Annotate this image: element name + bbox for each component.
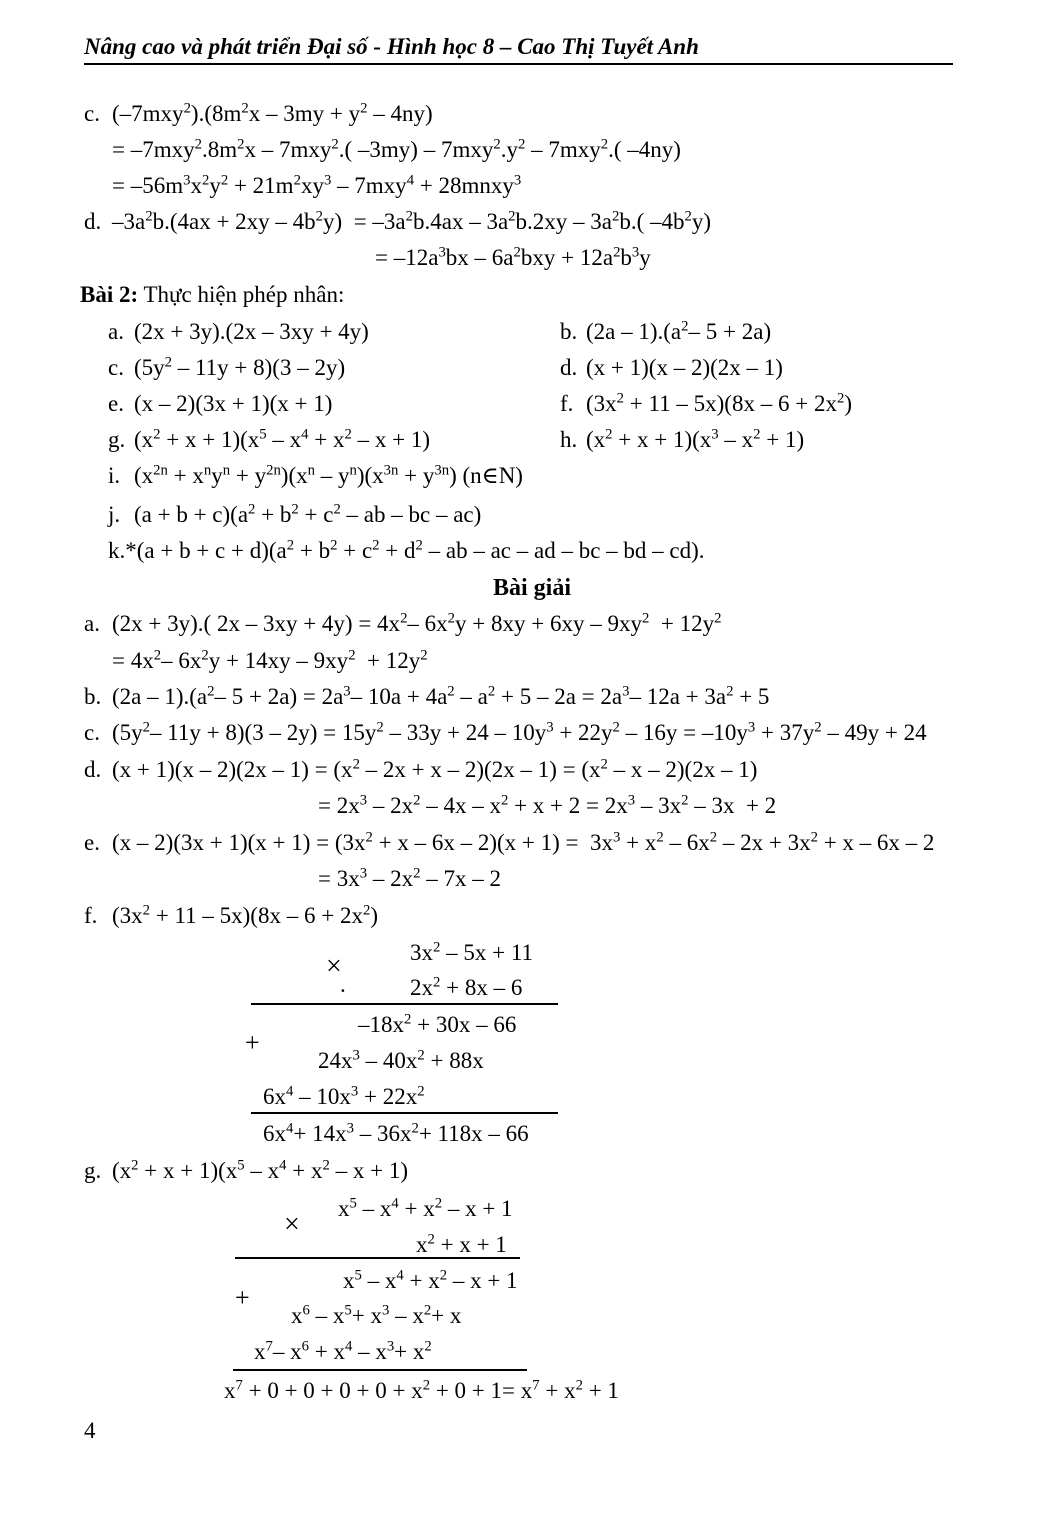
math-expr: ($5y^2-$ $11y + 8)(3 - 2y) = 15y^2 - 33y + 24 - 10y^3 + 22y^2 - 16y = -10y^3 + 37y^2 - 49y + 24$: [112, 719, 927, 745]
math-expr: (2x + 3y).(2x – 3xy + 4y): [134, 319, 369, 344]
f-mult-partial2: [318, 1044, 484, 1078]
g-mult-partial3: [254, 1335, 432, 1369]
math-expr: $(3x^2 + 11 - 5x)(8x - 6 + 2x^2)$: [586, 390, 852, 416]
math-expr: = $-56m^3x^2y^2 + 21m^2xy^3 - 7mxy^4$ + 28mnxy$^3$: [112, 172, 522, 198]
bai1-item-c-line3: [112, 169, 521, 203]
book-header-title: Nâng cao và phát triển Đại số - Hình học 8 – Cao Thị Tuyết Anh: [84, 34, 699, 59]
item-label: f.: [84, 903, 98, 928]
exercise-f: [560, 387, 852, 421]
math-expr: $(x - 2)(3x + 1)(x + 1) = (3x^2 + x - 6x - 2)(x + 1) = 3x^3 + x^2 - 6x^2 - 2x + 3x^2 + x - 6x - 2$: [112, 829, 935, 855]
math-expr: $6x^4+ 14x^3 - 36x^2+ 118x - 66$: [263, 1120, 529, 1146]
math-expr: (x – 2)(3x + 1)(x + 1): [134, 391, 333, 416]
math-expr: $(x^{2n} + x^ny^n + y^{2n})(x^n - y^n)(x^{3n} + y^{3n})$ (n∈N): [134, 462, 523, 488]
math-expr: $(2a - 1).(a^2-$ $5 + 2a) = 2a^3-$ $10a + 4a^2 - a^2 + 5 - 2a = 2a^3-$ $12a + 3a^2 + 5$: [112, 683, 770, 709]
math-expr: $2x^2 + 8x - 6$: [410, 974, 523, 1000]
math-expr: $x^5 - x^4 + x^2 - x + 1$: [343, 1267, 518, 1293]
math-expr: $(x^2 + x + 1)(x^5 - x^4 + x^2 - x + 1)$: [134, 426, 430, 452]
item-label: j.: [108, 502, 121, 527]
exercise-i: [108, 459, 523, 493]
item-label: d.: [560, 355, 578, 380]
exercise-b: [560, 315, 771, 349]
item-label: g.: [108, 427, 126, 452]
bai2-heading: [80, 278, 344, 312]
math-expr: $(2a - 1).(a^2-$ 5 + 2a): [586, 318, 772, 344]
bai1-item-d-line1: [84, 205, 711, 239]
math-expr: $-18x^2 + 30x - 66$: [358, 1011, 517, 1037]
math-expr: $6x^4 - 10x^3 + 22x^2$: [263, 1083, 425, 1109]
math-expr: $x^7-$ $x^6 + x^4 - x^3+ x^2$: [254, 1338, 432, 1364]
bai1-item-c-line2: [112, 133, 681, 167]
item-label: b.: [84, 684, 102, 709]
multiply-sign: ×: [284, 1209, 300, 1240]
g-mult-partial1: [343, 1264, 518, 1298]
item-label: d.: [84, 757, 102, 782]
math-expr: $x^7 + 0 + 0 + 0 + 0 + x^2 + 0 + 1= x^7 + x^2 + 1$: [224, 1377, 619, 1403]
math-expr: = $-12a^3bx - 6a^2bxy + 12a^2b^3y$: [375, 244, 651, 270]
exercise-d: [560, 351, 783, 385]
math-expr: $x^5 - x^4 + x^2 - x + 1$: [338, 1195, 513, 1221]
math-expr: $(a + b + c + d)(a^2 + b^2 + c^2 + d^2$ – ab – ac – ad – bc – bd – cd).: [136, 537, 705, 563]
exercise-c: [108, 351, 345, 385]
math-expr: $(5y^2 - 11y + 8)(3 - 2y)$: [134, 354, 346, 380]
f-mult-partial3: [263, 1080, 425, 1114]
math-expr: $(x^2 + x + 1)(x^3 - x^2 + 1)$: [586, 426, 805, 452]
solution-g-line1: [84, 1154, 408, 1188]
solutions-heading: Bài giải: [492, 575, 571, 601]
solution-a-line1: [84, 607, 721, 641]
math-expr: $(x + 1)(x - 2)(2x - 1) = (x^2 - 2x + x - 2)(2x - 1) = (x^2 - x - 2)(2x - 1)$: [112, 756, 758, 782]
item-label: k.*: [108, 538, 137, 563]
math-expr: (2x + 3y).( $2x - 3xy + 4y) = 4x^2-$ $6x^2y + 8xy + 6xy - 9xy^2 + 12y^2$: [112, 610, 722, 636]
bai2-heading-text: Thực hiện phép nhân:: [138, 282, 345, 307]
f-mult-result: [263, 1117, 529, 1151]
bai1-item-d-line2: [375, 241, 651, 275]
item-label: g.: [84, 1158, 102, 1183]
math-expr: = $-7mxy^2.8m^2x - 7mxy^2$.( $-3my) - 7mxy^2.y^2 - 7mxy^2$.( –4ny): [112, 136, 681, 162]
exercise-h: [560, 423, 804, 457]
f-mult-stray-dot: .: [340, 972, 346, 997]
math-expr: $x^2 + x + 1$: [416, 1231, 507, 1257]
solution-a-line2: [112, 644, 428, 678]
solution-f-line1: [84, 899, 378, 933]
math-expr: (x + 1)(x – 2)(2x – 1): [586, 355, 783, 380]
math-expr: $(3x^2 + 11 - 5x)(8x - 6 + 2x^2)$: [112, 902, 378, 928]
item-label: b.: [560, 319, 578, 344]
item-label: h.: [560, 427, 578, 452]
exercise-k: [108, 534, 705, 568]
g-mult-rule-bottom: [233, 1369, 527, 1371]
solution-d-line1: [84, 753, 757, 787]
f-mult-operand1: [410, 936, 533, 970]
math-expr: = $3x^3 - 2x^2 - 7x - 2$: [318, 865, 501, 891]
plus-sign: +: [235, 1283, 250, 1312]
math-expr: $(x^2 + x + 1)(x^5 - x^4 + x^2 - x + 1)$: [112, 1157, 408, 1183]
math-expr: $(a + b + c)(a^2 + b^2 + c^2$ – ab – bc – ac): [134, 501, 482, 527]
math-expr: $24x^3 - 40x^2 + 88x$: [318, 1047, 484, 1073]
bai2-heading-label: Bài 2:: [80, 282, 139, 307]
header-rule: [84, 63, 953, 65]
item-label: c.: [84, 101, 100, 126]
item-label: a.: [84, 611, 100, 636]
g-mult-rule-top: [235, 1257, 520, 1259]
g-mult-partial2: [291, 1299, 461, 1333]
item-label: e.: [84, 830, 100, 855]
item-label: a.: [108, 319, 124, 344]
item-label: f.: [560, 391, 574, 416]
solution-d-line2: [318, 789, 776, 823]
item-label: e.: [108, 391, 124, 416]
g-mult-operand1: [338, 1192, 513, 1226]
exercise-e: [108, 387, 332, 421]
math-expr: $(-7mxy^2).(8m^2x - 3my + y^2 - 4ny)$: [112, 100, 433, 126]
f-mult-rule-top: [251, 1003, 558, 1005]
solution-e-line2: [318, 862, 501, 896]
plus-sign: +: [245, 1028, 260, 1057]
g-mult-result: [224, 1374, 619, 1408]
solution-c-line1: [84, 716, 927, 750]
item-label: c.: [84, 720, 100, 745]
f-mult-operand2: [410, 971, 522, 1005]
solution-e-line1: [84, 826, 934, 860]
item-label: i.: [108, 463, 121, 488]
math-expr: $3x^2 - 5x + 11$: [410, 939, 533, 965]
bai1-item-c-line1: [84, 97, 433, 131]
math-expr: = $2x^3 - 2x^2 - 4x - x^2 + x + 2 = 2x^3 - 3x^2 - 3x + 2$: [318, 792, 777, 818]
item-label: d.: [84, 209, 102, 234]
page-number: 4: [84, 1418, 96, 1443]
multiply-sign: ×: [326, 951, 342, 982]
item-label: c.: [108, 355, 124, 380]
math-expr: = $4x^2-$ $6x^2y + 14xy - 9xy^2 + 12y^2$: [112, 647, 428, 673]
f-mult-partial1: [358, 1008, 516, 1042]
f-mult-rule-bottom: [251, 1112, 558, 1114]
math-expr: $x^6 - x^5+ x^3 - x^2+ x$: [291, 1302, 462, 1328]
exercise-a: [108, 315, 369, 349]
exercise-g: [108, 423, 430, 457]
solution-b-line1: [84, 680, 769, 714]
exercise-j: [108, 498, 481, 532]
math-expr: $-3a^2b.(4ax + 2xy - 4b^2y) = -3a^2b.4ax - 3a^2b.2xy - 3a^2b$.( $-4b^2y$): [112, 208, 712, 234]
